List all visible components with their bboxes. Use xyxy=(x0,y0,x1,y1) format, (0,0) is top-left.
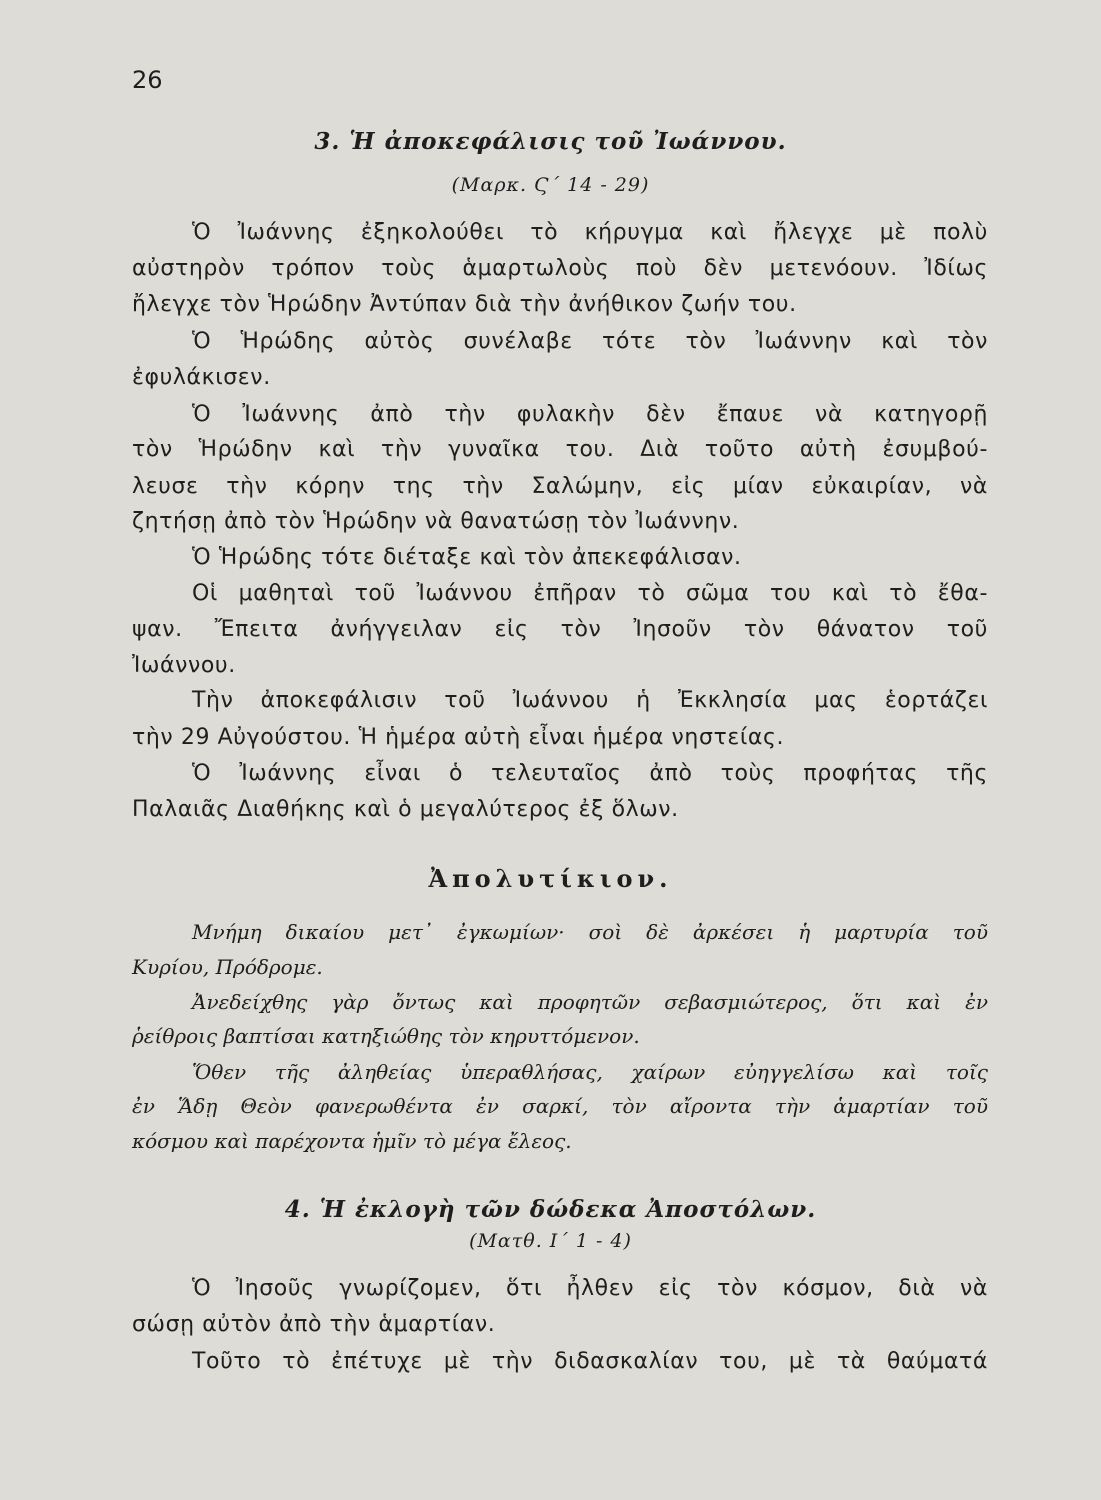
paragraph-line: Ὁ Ἰωάννης ἀπὸ τὴν φυλακὴν δὲν ἔπαυε νὰ κατηγορῇ xyxy=(192,402,988,427)
hymn-line: Κυρίου, Πρόδρομε. xyxy=(132,955,323,979)
paragraph-line: Τὴν ἀποκεφάλισιν τοῦ Ἰωάννου ἡ Ἐκκλησία μας ἑορτάζει xyxy=(192,688,988,713)
hymn-line: Μνήμη δικαίου μετ᾿ ἐγκωμίων· σοὶ δὲ ἀρκέσει ἡ μαρτυρία τοῦ xyxy=(192,920,988,944)
section-3-reference: (Μαρκ. Ϛ΄ 14 - 29) xyxy=(451,174,650,196)
paragraph-line: Ὁ Ἰησοῦς γνωρίζομεν, ὅτι ἦλθεν εἰς τὸν κόσμον, διὰ νὰ xyxy=(192,1276,988,1301)
section-4-reference: (Ματθ. Ι΄ 1 - 4) xyxy=(469,1230,632,1252)
hymn-line: Ἀνεδείχθης γὰρ ὄντως καὶ προφητῶν σεβασμιώτερος, ὅτι καὶ ἐν xyxy=(192,990,988,1014)
paragraph-line: τὴν 29 Αὐγούστου. Ἡ ἡμέρα αὐτὴ εἶναι ἡμέρα νηστείας. xyxy=(132,725,785,750)
paragraph-line: αὐστηρὸν τρόπον τοὺς ἁμαρτωλοὺς ποὺ δὲν μετενόουν. Ἰδίως xyxy=(132,256,988,281)
hymn-line: κόσμου καὶ παρέχοντα ἡμῖν τὸ μέγα ἔλεος. xyxy=(132,1129,572,1153)
paragraph-line: Ὁ Ἡρώδης τότε διέταξε καὶ τὸν ἀπεκεφάλισαν. xyxy=(192,545,742,570)
paragraph-line: ἐφυλάκισεν. xyxy=(132,365,271,390)
page-number: 26 xyxy=(132,66,163,94)
paragraph-line: ἤλεγχε τὸν Ἡρώδην Ἀντύπαν διὰ τὴν ἀνήθικον ζωήν του. xyxy=(132,292,797,317)
paragraph-line: Ἰωάννου. xyxy=(132,653,236,678)
paragraph-line: Τοῦτο τὸ ἐπέτυχε μὲ τὴν διδασκαλίαν του, μὲ τὰ θαύματά xyxy=(192,1349,988,1374)
paragraph-line: λευσε τὴν κόρην της τὴν Σαλώμην, εἰς μίαν εὐκαιρίαν, νὰ xyxy=(132,474,988,499)
hymn-line: ῥείθροις βαπτίσαι κατηξιώθης τὸν κηρυττόμενον. xyxy=(132,1024,640,1048)
paragraph-line: ψαν. Ἔπειτα ἀνήγγειλαν εἰς τὸν Ἰησοῦν τὸν θάνατον τοῦ xyxy=(132,617,988,642)
paragraph-line: Παλαιᾶς Διαθήκης καὶ ὁ μεγαλύτερος ἐξ ὅλων. xyxy=(132,797,679,822)
section-4-heading: 4. Ἡ ἐκλογὴ τῶν δώδεκα Ἀποστόλων. xyxy=(284,1196,817,1223)
paragraph-line: Ὁ Ἰωάννης ἐξηκολούθει τὸ κήρυγμα καὶ ἤλεγχε μὲ πολὺ xyxy=(192,220,988,245)
paragraph-line: τὸν Ἡρώδην καὶ τὴν γυναῖκα του. Διὰ τοῦτο αὐτὴ ἐσυμβού- xyxy=(132,437,988,462)
section-3-heading: 3. Ἡ ἀποκεφάλισις τοῦ Ἰωάννου. xyxy=(314,128,787,155)
paragraph-line: Οἱ μαθηταὶ τοῦ Ἰωάννου ἐπῆραν τὸ σῶμα του καὶ τὸ ἔθα- xyxy=(192,581,988,606)
hymn-line: ἐν Ἅδῃ Θεὸν φανερωθέντα ἐν σαρκί, τὸν αἴροντα τὴν ἁμαρτίαν τοῦ xyxy=(132,1094,988,1118)
hymn-line: Ὅθεν τῆς ἀληθείας ὑπεραθλήσας, χαίρων εὐηγγελίσω καὶ τοῖς xyxy=(192,1060,988,1084)
paragraph-line: ζητήσῃ ἀπὸ τὸν Ἡρώδην νὰ θανατώσῃ τὸν Ἰωάννην. xyxy=(132,509,740,534)
paragraph-line: Ὁ Ἡρώδης αὐτὸς συνέλαβε τότε τὸν Ἰωάννην καὶ τὸν xyxy=(192,329,988,354)
apolytikion-title: Ἀπολυτίκιον. xyxy=(428,864,673,893)
paragraph-line: Ὁ Ἰωάννης εἶναι ὁ τελευταῖος ἀπὸ τοὺς προφήτας τῆς xyxy=(192,761,988,786)
paragraph-line: σώσῃ αὐτὸν ἀπὸ τὴν ἁμαρτίαν. xyxy=(132,1312,496,1337)
